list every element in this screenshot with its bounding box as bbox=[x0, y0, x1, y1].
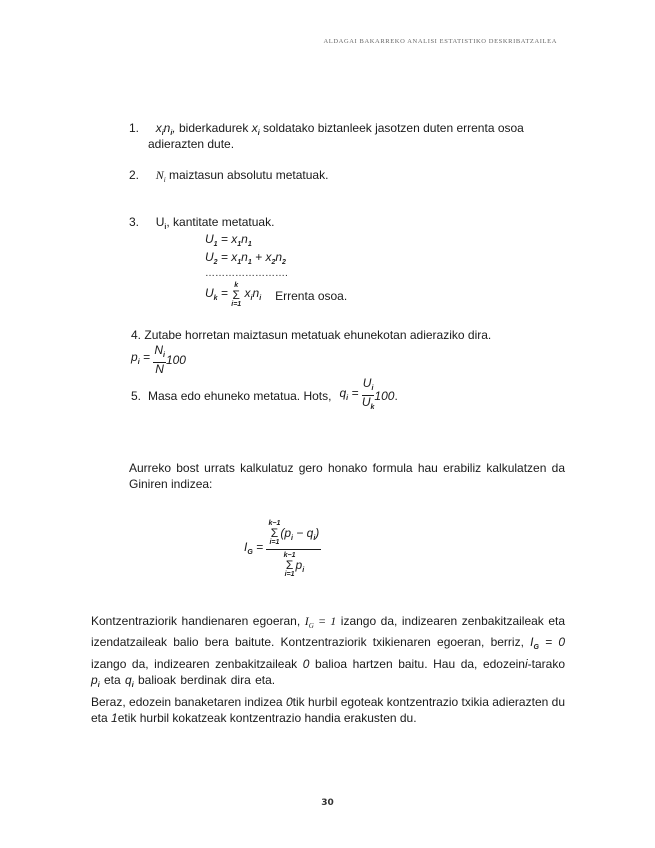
paragraph-concentration bbox=[91, 613, 565, 694]
index-letter: i bbox=[524, 657, 528, 671]
para2-text-1: Kontzentraziorik handienaren egoeran, bbox=[91, 614, 301, 628]
item-number: 2. bbox=[129, 168, 140, 182]
para2-text-2: izango da, indizearen zenbakitzaileak eta izendatzaileak balio bera baitute. Kontzentraziorik txikienaren egoeran, berriz, bbox=[91, 614, 565, 649]
formula-Ni: $N_i$ bbox=[155, 168, 166, 184]
item-text: Zutabe horretan maiztasun metatuak ehunekotan adieraziko dira. bbox=[144, 328, 492, 342]
para2-text-4: balioa hartzen baitu. Hau da, edozein bbox=[315, 657, 525, 671]
gini-formula: $I_G$ = k−1 Σ i=1 $(p_i - q_i)$ k−1 Σ i=1 $p_i$ bbox=[244, 520, 320, 578]
para3-text-2: tik hurbil egoteak kontzentrazio txikia adierazten du eta bbox=[91, 695, 566, 725]
formula-pi-inline: $p_i$ bbox=[91, 673, 100, 689]
running-header: ALDAGAI BAKARREKO ANALISI ESTATISTIKO DESKRIBATZAILEA bbox=[323, 38, 557, 45]
item-text: maiztasun absolutu metatuak. bbox=[169, 168, 329, 182]
formula-Ui: $U_i$, bbox=[155, 215, 170, 231]
page-number: 30 bbox=[321, 798, 334, 808]
formula-IG-1: $I_G = 1$ bbox=[304, 614, 337, 630]
para3-text-1: Beraz, edozein banaketaren indizea bbox=[91, 695, 283, 709]
list-item-3 bbox=[129, 214, 274, 236]
list-item-5: 5. Masa edo ehuneko metatua. Hots, $q_i$ = $\frac{U_i}{U_k}$ 100 . bbox=[131, 376, 398, 411]
para3-text-3: etik hurbil kokatzeak kontzentrazio handia erakusten du. bbox=[117, 711, 417, 725]
one-value: 1 bbox=[111, 711, 118, 725]
item-text-b: soldatako biztanleek jasotzen duten errenta osoa bbox=[263, 121, 524, 135]
list-item-4 bbox=[131, 327, 563, 343]
formula-U2: $U_2 = x_1n_1 + x_2n_2$ bbox=[205, 250, 286, 266]
formula-pi: $p_i$ = $\frac{N_i}{N}$ 100 bbox=[131, 343, 186, 376]
item-text: biderkadurek bbox=[178, 121, 249, 135]
formula-xi-ni: $x_in_i$, bbox=[155, 121, 176, 137]
ellipsis: ……………………. bbox=[205, 268, 288, 279]
item-text: Masa edo ehuneko metatua. Hots, bbox=[148, 388, 332, 403]
para2-text-3: izango da, indizearen zenbakitzaileak bbox=[91, 657, 298, 671]
list-item-1-continuation: adierazten dute. bbox=[148, 137, 235, 151]
para2-text-5: -tarako bbox=[527, 657, 566, 671]
zero-value: 0 bbox=[285, 695, 293, 709]
item-number: 4. bbox=[131, 328, 142, 342]
item-number: 3. bbox=[129, 215, 140, 229]
total-label: Errenta osoa. bbox=[275, 288, 348, 303]
formula-xi: $x_i$ bbox=[251, 121, 260, 137]
formula-U1: $U_1 = x_1n_1$ bbox=[205, 232, 252, 248]
sum-symbol: k Σ i=1 bbox=[231, 282, 242, 308]
paragraph-gini-intro: Aurreko bost urrats kalkulatuz gero honako formula hau erabiliz kalkulatzen da Giniren indizea: bbox=[129, 461, 565, 491]
zero-value: 0 bbox=[302, 657, 310, 671]
paragraph-conclusion bbox=[91, 694, 565, 726]
item-number: 5. bbox=[131, 388, 142, 403]
formula-qi-inline: $q_i$ bbox=[125, 673, 134, 689]
para2-text-6: eta bbox=[103, 673, 121, 687]
formula-IG-0: $I_G = 0$ bbox=[530, 635, 565, 651]
para2-text-7: balioak berdinak dira eta. bbox=[138, 673, 276, 687]
list-item-2 bbox=[129, 167, 328, 188]
item-number: 1. bbox=[129, 121, 140, 135]
item-text: kantitate metatuak. bbox=[173, 215, 275, 229]
formula-Uk: $U_k$ = k Σ i=1 $x_in_i$ Errenta osoa. bbox=[205, 282, 348, 308]
formula-qi: $q_i$ = bbox=[339, 385, 362, 402]
